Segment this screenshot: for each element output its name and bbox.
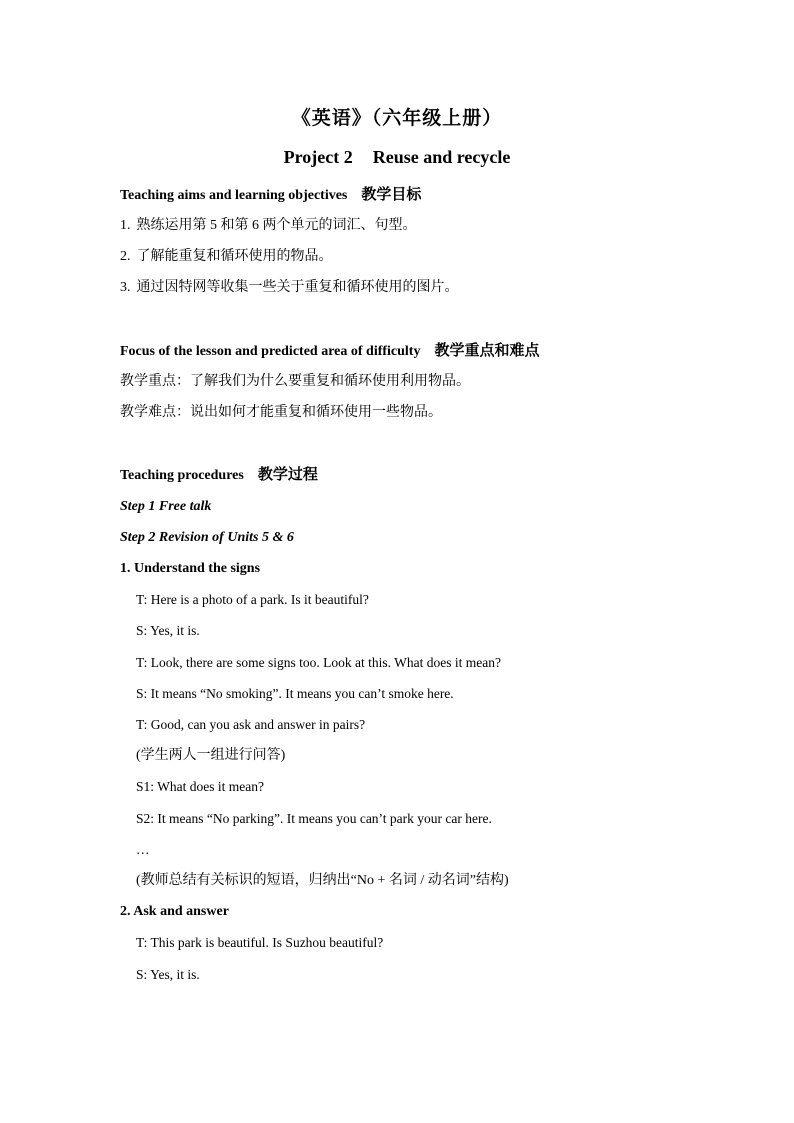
aim-number: 1. [120, 218, 131, 233]
dialogue-line: T: Here is a photo of a park. Is it beautiful? [136, 592, 369, 607]
aims-heading-en: Teaching aims and learning objectives [120, 188, 348, 203]
focus-heading [120, 341, 540, 362]
section-2-heading: 2. Ask and answer [120, 904, 229, 919]
aims-heading-cn: 教学目标 [361, 187, 422, 203]
aim-number: 3. [120, 280, 131, 295]
procedures-heading-en: Teaching procedures [120, 468, 244, 483]
aim-item [120, 247, 333, 267]
step-1-heading: Step 1 Free talk [120, 499, 212, 514]
dialogue-note: (教师总结有关标识的短语，归纳出“No + 名词 / 动名词”结构) [136, 873, 509, 888]
aim-text: 通过因特网等收集一些关于重复和循环使用的图片。 [136, 280, 459, 295]
dialogue-line: T: Good, can you ask and answer in pairs? [136, 717, 366, 732]
key-point: 教学重点：了解我们为什么要重复和循环使用利用物品。 [120, 374, 470, 389]
procedures-heading [120, 465, 318, 486]
difficult-point: 教学难点：说出如何才能重复和循环使用一些物品。 [120, 405, 442, 420]
aims-heading [120, 185, 421, 206]
step-2-heading: Step 2 Revision of Units 5 & 6 [120, 530, 294, 545]
dialogue-line: S: Yes, it is. [136, 623, 200, 638]
section-1-heading: 1. Understand the signs [120, 561, 261, 576]
aim-number: 2. [120, 249, 131, 264]
project-title [0, 147, 794, 168]
dialogue-line: T: This park is beautiful. Is Suzhou beautiful? [136, 935, 384, 950]
aim-text: 熟练运用第 5 和第 6 两个单元的词汇、句型。 [136, 218, 417, 233]
focus-heading-en: Focus of the lesson and predicted area of difficulty [120, 344, 421, 359]
document-title: 《英语》（六年级上册） [291, 108, 503, 129]
dialogue-line: S: It means “No smoking”. It means you can’t smoke here. [136, 686, 454, 701]
aim-item [120, 278, 459, 298]
project-number: Project 2 [283, 147, 353, 167]
focus-heading-cn: 教学重点和难点 [434, 343, 540, 359]
dialogue-line: S2: It means “No parking”. It means you can’t park your car here. [136, 811, 492, 826]
dialogue-line: S: Yes, it is. [136, 967, 200, 982]
dialogue-line: S1: What does it mean? [136, 779, 264, 794]
procedures-heading-cn: 教学过程 [257, 467, 318, 483]
dialogue-note: (学生两人一组进行问答) [136, 748, 286, 763]
project-name: Reuse and recycle [372, 147, 511, 167]
aim-item [120, 216, 417, 236]
ellipsis-line: … [136, 842, 150, 857]
aim-text: 了解能重复和循环使用的物品。 [136, 249, 333, 264]
dialogue-line: T: Look, there are some signs too. Look at this. What does it mean? [136, 655, 501, 670]
